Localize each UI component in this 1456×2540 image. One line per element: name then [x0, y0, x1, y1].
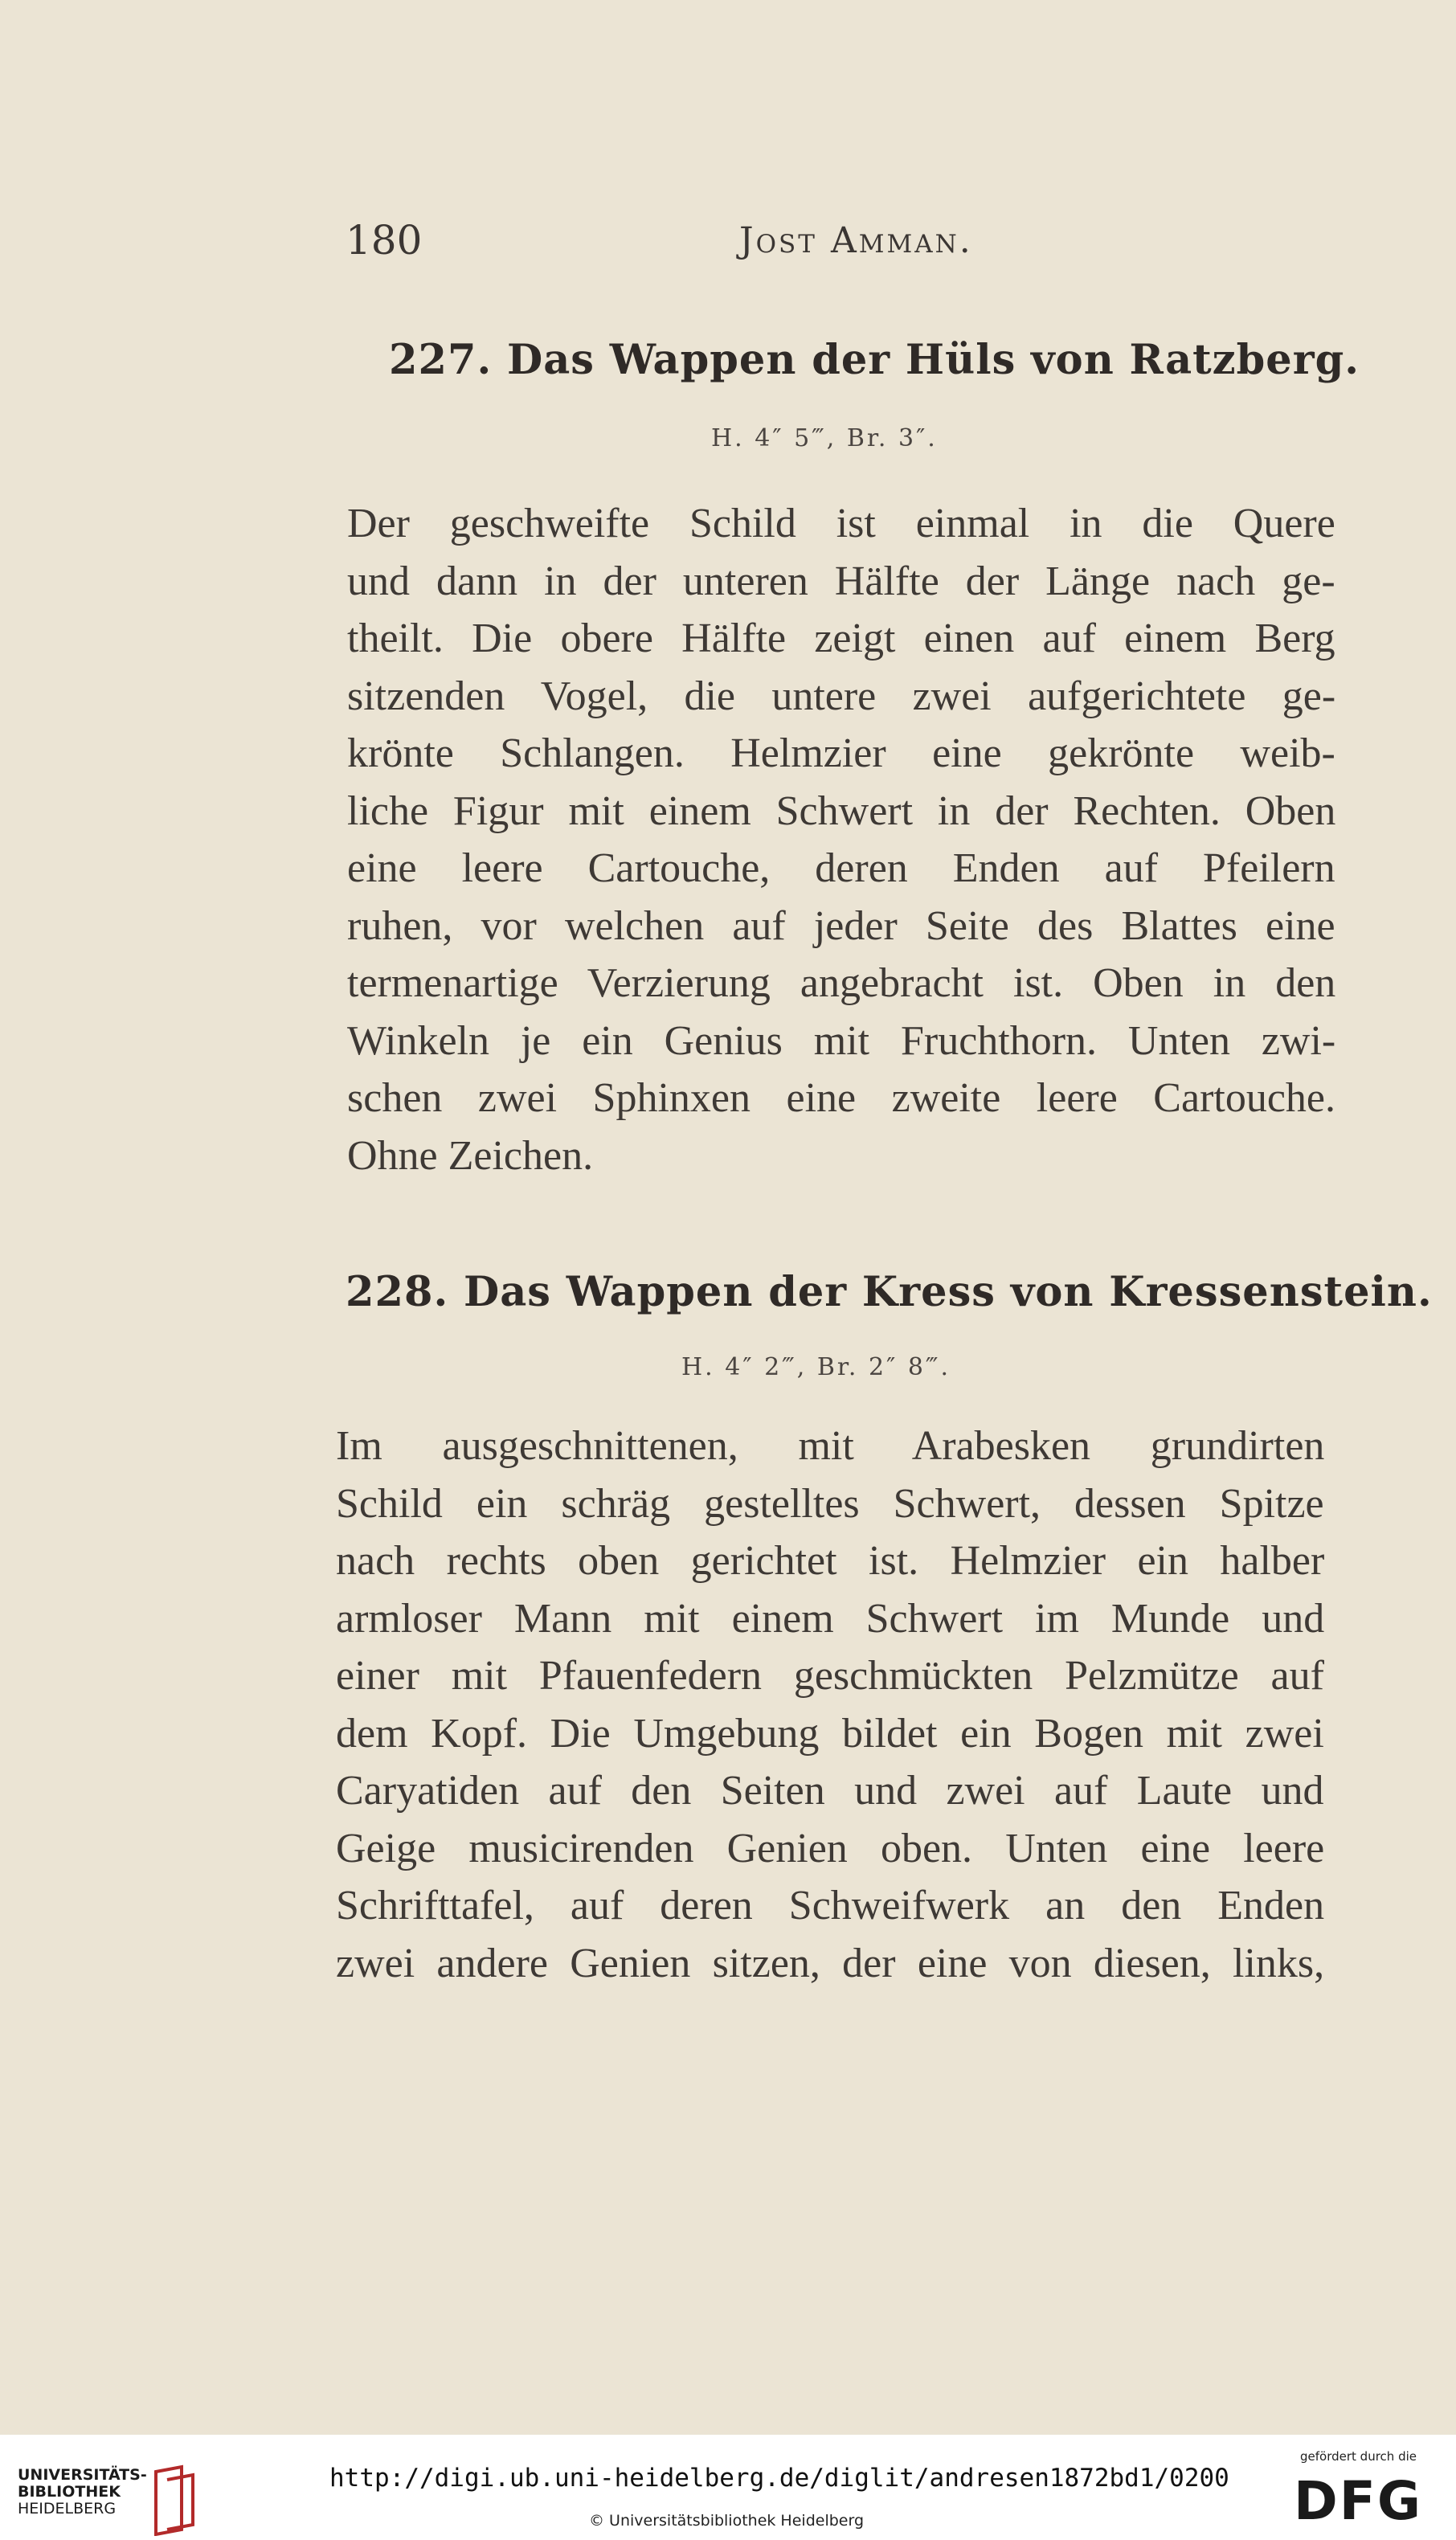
copyright-notice: © Universitätsbibliothek Heidelberg: [589, 2512, 865, 2530]
digitization-footer: [0, 2435, 1456, 2540]
running-head: Jost Amman.: [739, 220, 973, 261]
text-line: termenartige Verzierung angebracht ist. Oben in den: [347, 960, 1336, 1006]
text-line: Winkeln je ein Genius mit Fruchthorn. Unten zwi-: [347, 1017, 1336, 1064]
entry-dimensions: H. 4″ 2‴, Br. 2″ 8‴.: [681, 1353, 951, 1381]
text-line: nach rechts oben gerichtet ist. Helmzier ein halber: [336, 1538, 1325, 1584]
library-logo-text: [18, 2467, 147, 2518]
page-number: 180: [346, 217, 423, 264]
dfg-logo: DFG: [1294, 2470, 1423, 2532]
permalink-url[interactable]: http://digi.ub.uni-heidelberg.de/diglit/andresen1872bd1/0200: [329, 2464, 1229, 2493]
text-line: theilt. Die obere Hälfte zeigt einen auf einem Berg: [347, 616, 1335, 661]
text-line: krönte Schlangen. Helmzier eine gekrönte weib-: [347, 730, 1335, 776]
text-line: ruhen, vor welchen auf jeder Seite des Blattes eine: [347, 902, 1335, 949]
text-line: zwei andere Genien sitzen, der eine von diesen, links,: [336, 1940, 1325, 1986]
text-line: sitzenden Vogel, die untere zwei aufgerichtete ge-: [347, 673, 1336, 719]
text-line: liche Figur mit einem Schwert in der Rechten. Oben: [347, 787, 1336, 834]
funding-label: gefördert durch die: [1300, 2449, 1417, 2464]
entry-title: 227. Das Wappen der Hüls von Ratzberg.: [389, 336, 1360, 384]
text-line: armloser Mann mit einem Schwert im Munde und: [336, 1595, 1325, 1642]
text-line: eine leere Cartouche, deren Enden auf Pfeilern: [347, 845, 1335, 891]
entry-dimensions: H. 4″ 5‴, Br. 3″.: [711, 424, 938, 452]
text-line: Der geschweifte Schild ist einmal in die Quere: [347, 501, 1335, 546]
logo-line: BIBLIOTHEK: [18, 2483, 121, 2501]
page-header: [0, 217, 1456, 281]
text-line: Im ausgeschnittenen, mit Arabesken grundirten: [336, 1423, 1325, 1469]
text-line: dem Kopf. Die Umgebung bildet ein Bogen mit zwei: [336, 1710, 1324, 1757]
logo-line: UNIVERSITÄTS-: [18, 2466, 147, 2484]
library-logo-icon: [149, 2464, 206, 2536]
text-line: Ohne Zeichen.: [347, 1132, 594, 1179]
text-line: schen zwei Sphinxen eine zweite leere Cartouche.: [347, 1075, 1335, 1121]
text-line: einer mit Pfauenfedern geschmückten Pelzmütze auf: [336, 1653, 1324, 1699]
text-line: Geige musicirenden Genien oben. Unten eine leere: [336, 1825, 1325, 1871]
entry-title: 228. Das Wappen der Kress von Kressenstein.: [346, 1268, 1433, 1316]
text-line: Caryatiden auf den Seiten und zwei auf Laute und: [336, 1768, 1324, 1814]
text-line: Schrifttafel, auf deren Schweifwerk an den Enden: [336, 1883, 1325, 1929]
text-line: und dann in der unteren Hälfte der Länge nach ge-: [347, 558, 1335, 604]
logo-line: HEIDELBERG: [18, 2500, 117, 2518]
text-line: Schild ein schräg gestelltes Schwert, dessen Spitze: [336, 1480, 1324, 1527]
